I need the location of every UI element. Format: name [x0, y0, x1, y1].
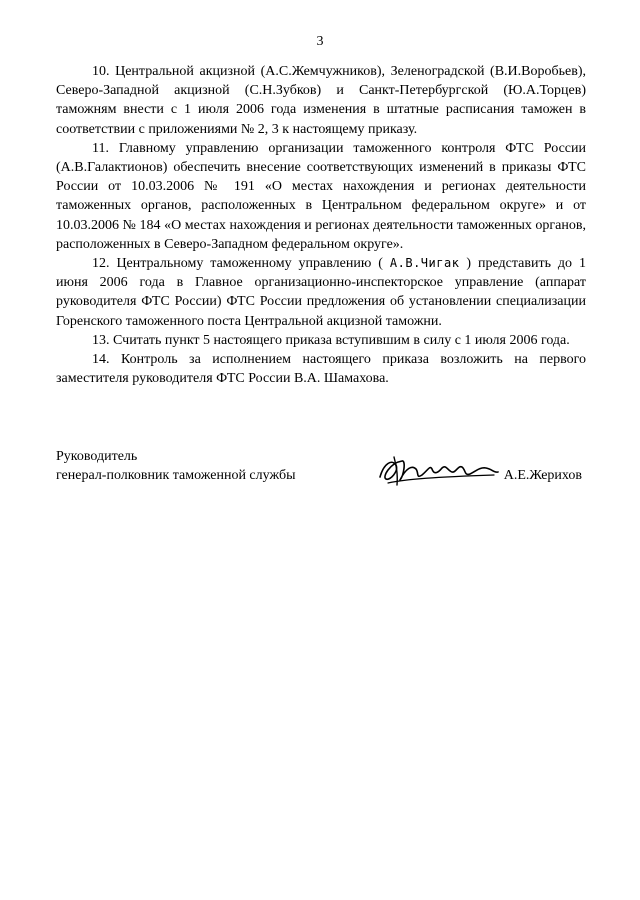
paragraph-12-inserted-name: А.В.Чигак	[389, 256, 460, 271]
signature-block	[56, 447, 586, 497]
signatory-position	[56, 447, 295, 485]
paragraph-11-text: 11. Главному управлению организации таможенного контроля ФТС России (А.В.Галактионов) обеспечить внесение соответствующих изменений в приказы ФТС России от 10.03.2006 № 191 «О местах нахождения и регионах деятельности таможенных органов, расположенных в Центральном федеральном округе» и от 10.03.2006 № 184 «О местах нахождения и регионах деятельности таможенных органов, расположенных в Северо-Западном федеральном округе».	[56, 140, 586, 252]
paragraph-14-text: 14. Контроль за исполнением настоящего приказа возложить на первого заместителя руководителя ФТС России В.А. Шамахова.	[56, 352, 586, 387]
signatory-title: Руководитель	[56, 449, 138, 464]
paragraph-12	[56, 254, 586, 331]
paragraph-14	[56, 350, 586, 388]
paragraph-11	[56, 139, 586, 254]
paragraph-13	[56, 331, 586, 350]
paragraph-10-text: 10. Центральной акцизной (А.С.Жемчужников), Зеленоградской (В.И.Воробьев), Северо-Западной акцизной (С.Н.Зубков) и Санкт-Петербургской (Ю.А.Торцев) таможням внести с 1 июля 2006 года изменения в штатные расписания таможен в соответствии с приложениями № 2, 3 к настоящему приказу.	[56, 64, 586, 137]
signatory-name: А.Е.Жерихов	[503, 468, 582, 483]
signatory-rank: генерал-полковник таможенной службы	[56, 468, 296, 483]
handwritten-signature	[376, 453, 501, 489]
paragraph-13-text: 13. Считать пункт 5 настоящего приказа вступившим в силу с 1 июля 2006 года.	[92, 332, 570, 348]
document-body	[56, 62, 586, 388]
paragraph-12-text-before: 12. Центральному таможенному управлению (	[92, 256, 383, 272]
paragraph-12-text-after: ) представить до 1 июня 2006 года в Главное организационно-инспекторское управление (аппарат руководителя ФТС России) ФТС России предложения об установлении специализации Горенского таможенного поста Центральной акцизной таможни.	[56, 256, 586, 329]
page-number: 3	[316, 34, 324, 49]
paragraph-10	[56, 62, 586, 139]
